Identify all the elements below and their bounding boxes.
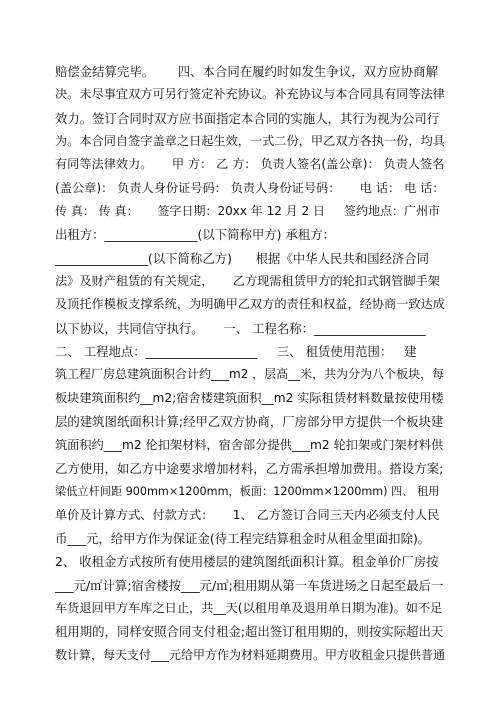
text-line: 法》及财产租赁的有关规定， 乙方现需租赁甲方的轮扣式钢管脚手架 <box>55 274 440 289</box>
text-line: (盖公章)： 负责人身份证号码： 负责人身份证号码： 电 话： 电 话： <box>55 180 445 195</box>
text-line: 筑工程厂房总建筑面积合计约___m2 ，层高__米，共为分为八个板块，每 <box>55 367 445 382</box>
text-line: 有同等法律效力。 甲 方： 乙 方： 负责人签名(盖公章)： 负责人签名 <box>55 157 445 172</box>
text-line: 乙方使用，如乙方中途要求增加材料，乙方需承担增加费用。搭设方案; <box>55 460 444 476</box>
text-line: 单价及计算方式、付款方式： 1、 乙方签订合同三天内必须支付人民 <box>55 507 440 522</box>
text-line: 2、 收租金方式按所有使用楼层的建筑图纸面积计算。租金单价厂房按 <box>55 554 439 570</box>
text-line: 赔偿金结算完毕。 四、本合同在履约时如发生争议，双方应协商解 <box>55 64 438 79</box>
text-line: 以下协议，共同信守执行。 一、 工程名称：__________________ <box>55 320 426 336</box>
text-line: 租用期的，同样安照合同支付租金;超出签订租用期的，则按实际超出天 <box>55 624 444 640</box>
text-line: 二、 工程地点：__________________ 三、 租赁使用范围： 建 <box>55 344 417 360</box>
text-line: 币___元，给甲方作为保证金(待工程完结算租金时从租金里面扣除)。 <box>55 530 431 546</box>
text-line: 决。未尽事宜双方可另行签定补充协议。补充协议与本合同具有同等法律 <box>55 87 445 102</box>
text-line: _______________(以下简称乙方) 根据《中华人民共和国经济合同 <box>55 250 430 266</box>
contract-body <box>55 60 445 667</box>
text-line: 出租方：_______________(以下简称甲方) 承租方： <box>55 227 336 243</box>
text-line: ___元/㎡计算;宿舍楼按___元/㎡;租用期从第一车货进场之日起至最后一 <box>55 577 444 593</box>
text-line: 效力。签订合同时双方应书面指定本合同的实施人，其行为视为公司行 <box>55 110 440 126</box>
text-line: 层的建筑图纸面积计算;经甲乙双方协商，厂房部分甲方提供一个板块建 <box>55 414 444 430</box>
text-line: 筑面积约___m2 伦扣架材料，宿舍部分提供___m2 轮扣架或门架材料供 <box>55 437 444 452</box>
text-line: 传 真： 传 真： 签字日期：20xx 年 12 月 2 日 签约地点：广州市 <box>55 204 441 219</box>
text-line: 梁低立杆间距 900mm×1200mm，板面：1200mm×1200mm) 四、 租用 <box>55 485 440 499</box>
text-line: 数计算，每天支付___元给甲方作为材料延期费用。甲方收租金只提供普通 <box>55 647 445 662</box>
text-line: 板块建筑面积约__m2;宿舍楼建筑面积__m2 实际租赁材料数量按使用楼 <box>55 390 444 405</box>
text-line: 为。本合同自签字盖章之日起生效，一式二份，甲乙双方各执一份，均具 <box>55 134 445 149</box>
text-line: 及顶托作模板支撑系统，为明确甲乙双方的责任和权益，经协商一致达成 <box>55 297 445 312</box>
text-line: 车货退回甲方车库之日止，共__天(以租用单及退用单日期为准)。如不足 <box>55 600 443 615</box>
